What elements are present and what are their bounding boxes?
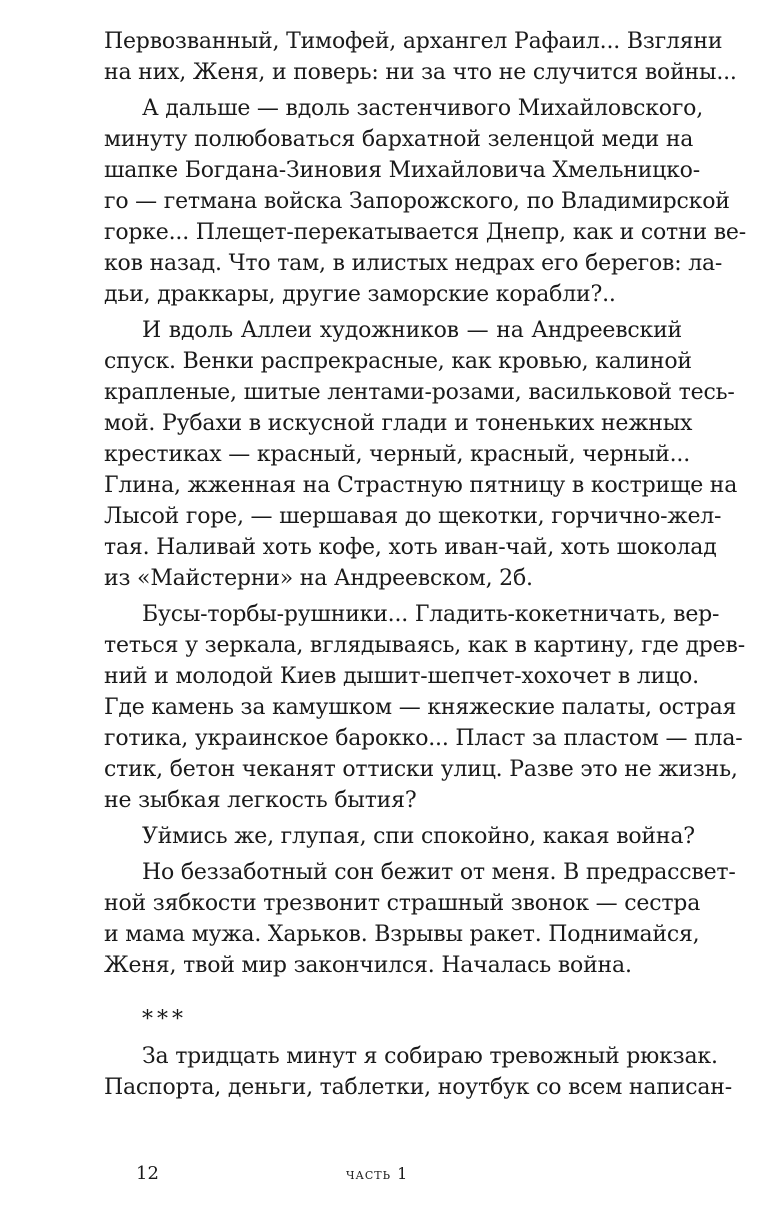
text-line: го — гетмана войска Запорожского, по Владимирской [104,189,730,214]
text-line: минуту полюбоваться бархатной зеленцой меди на [104,127,694,152]
text-line: Женя, твой мир закончился. Началась война. [104,953,632,978]
text-line: Где камень за камушком — княжеские палаты, острая [104,695,737,720]
text-line: Первозванный, Тимофей, архангел Рафаил... Взгляни [104,29,723,54]
text-line: спуск. Венки распрекрасные, как кровью, калиной [104,349,692,374]
section-separator: *** [142,1007,187,1032]
text-line: За тридцать минут я собираю тревожный рюкзак. [142,1044,718,1069]
text-line: на них, Женя, и поверь: ни за что не случится войны... [104,60,737,85]
text-line: из «Майстерни» на Андреевском, 2б. [104,566,533,591]
text-line: ний и молодой Киев дышит-шепчет-хохочет в лицо. [104,664,699,689]
text-line: крестиках — красный, черный, красный, черный... [104,442,690,467]
text-line: теться у зеркала, вглядываясь, как в картину, где древ- [104,633,745,658]
text-line: не зыбкая легкость бытия? [104,788,417,813]
text-line: ков назад. Что там, в илистых недрах его берегов: ла- [104,251,723,276]
text-line: крапленые, шитые лентами-розами, васильковой тесь- [104,380,735,405]
text-line: Но беззаботный сон бежит от меня. В предрассвет- [142,860,736,885]
running-head: часть 1 [346,1164,409,1183]
text-line: и мама мужа. Харьков. Взрывы ракет. Поднимайся, [104,922,700,947]
text-line: дьи, драккары, другие заморские корабли?.. [104,282,616,307]
text-line: Бусы-торбы-рушники... Гладить-кокетничать, вер- [142,602,720,627]
text-line: ной зябкости трезвонит страшный звонок — сестра [104,891,701,916]
text-line: Паспорта, деньги, таблетки, ноутбук со всем написан- [104,1075,732,1100]
text-line: И вдоль Аллеи художников — на Андреевский [142,318,682,343]
page-number: 12 [136,1163,159,1184]
text-line: готика, украинское барокко... Пласт за пластом — пла- [104,726,743,751]
text-line: мой. Рубахи в искусной глади и тоненьких нежных [104,411,693,436]
text-line: А дальше — вдоль застенчивого Михайловского, [142,96,704,121]
text-line: Глина, жженная на Страстную пятницу в кострище на [104,473,738,498]
text-line: шапке Богдана-Зиновия Михайловича Хмельницко- [104,158,700,183]
text-line: Лысой горе, — шершавая до щекотки, горчично-жел- [104,504,722,529]
text-line: горке... Плещет-перекатывается Днепр, как и сотни ве- [104,220,746,245]
text-line: тая. Наливай хоть кофе, хоть иван-чай, хоть шоколад [104,535,717,560]
text-line: стик, бетон чеканят оттиски улиц. Разве это не жизнь, [104,757,738,782]
text-line: Уймись же, глупая, спи спокойно, какая война? [142,824,695,849]
